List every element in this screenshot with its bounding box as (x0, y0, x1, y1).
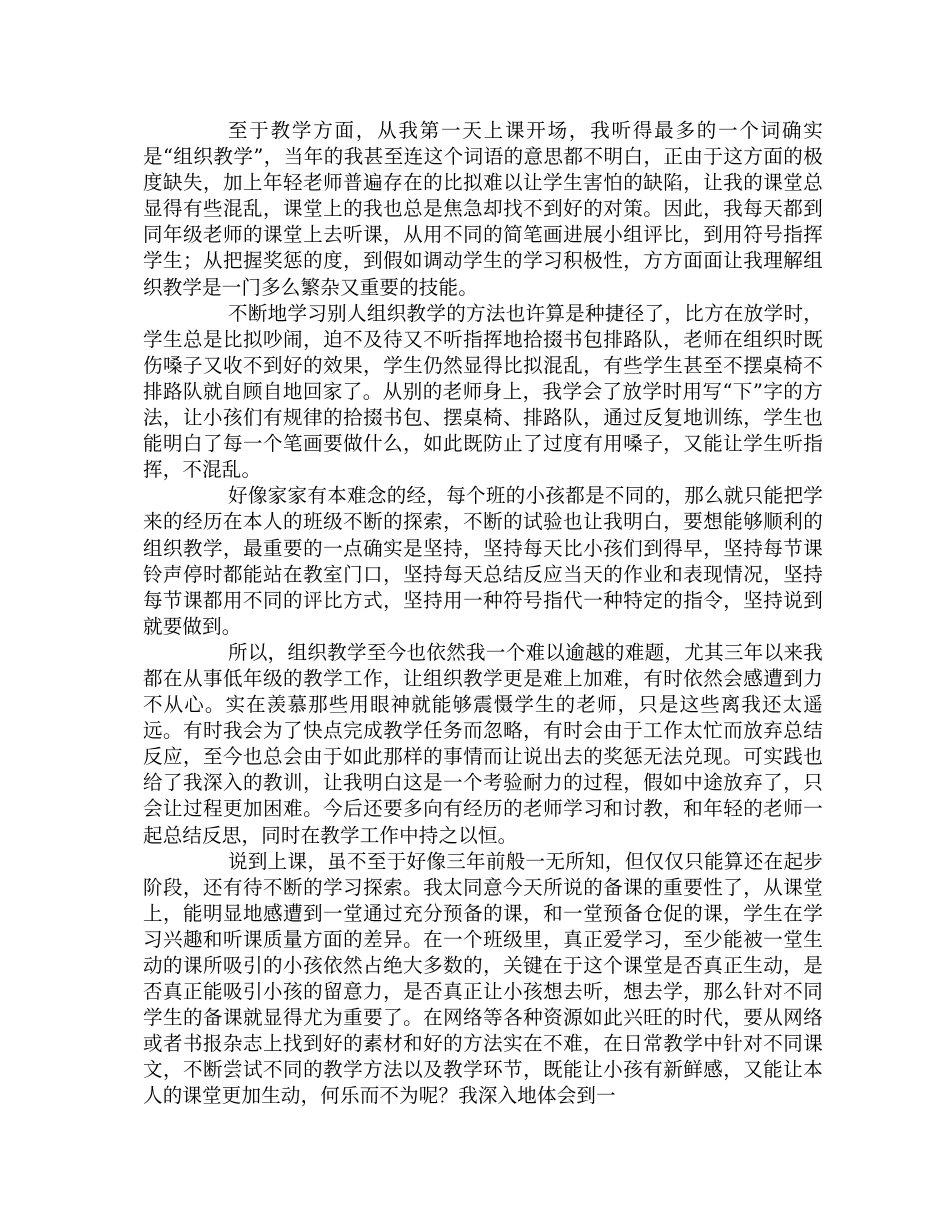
paragraph-3: 好像家家有本难念的经，每个班的小孩都是不同的，那么就只能把学来的经历在本人的班级不断的探索，不断的试验也让我明白，要想能够顺利的组织教学，最重要的一点确实是坚持，坚持每天比小孩们到得早，坚持每节课铃声停时都能站在教室门口，坚持每天总结反应当天的作业和表现情况，坚持每节课都用不同的评比方式，坚持用一种符号指代一种特定的指令，坚持说到就要做到。 (143, 484, 823, 638)
paragraph-2: 不断地学习别人组织教学的方法也许算是种捷径了，比方在放学时，学生总是比拟吵闹，迫不及待又不听指挥地拾掇书包排路队，老师在组织时既伤嗓子又收不到好的效果，学生仍然显得比拟混乱，有些学生甚至不摆桌椅不排路队就自顾自地回家了。从别的老师身上，我学会了放学时用写“下”字的方法，让小孩们有规律的拾掇书包、摆桌椅、排路队，通过反复地训练，学生也能明白了每一个笔画要做什么，如此既防止了过度有用嗓子，又能让学生听指挥，不混乱。 (143, 301, 823, 482)
paragraph-4: 所以，组织教学至今也依然我一个难以逾越的难题，尤其三年以来我都在从事低年级的教学工作，让组织教学更是难上加难，有时依然会感遭到力不从心。实在羡慕那些用眼神就能够震慑学生的老师，只是这些离我还太遥远。有时我会为了快点完成教学任务而忽略，有时会由于工作太忙而放弃总结反应，至今也总会由于如此那样的事情而让说出去的奖惩无法兑现。可实践也给了我深入的教训，让我明白这是一个考验耐力的过程，假如中途放弃了，只会让过程更加困难。今后还要多向有经历的老师学习和讨教，和年轻的老师一起总结反思，同时在教学工作中持之以恒。 (143, 640, 823, 847)
paragraph-5: 说到上课，虽不至于好像三年前般一无所知，但仅仅只能算还在起步阶段，还有待不断的学习探索。我太同意今天所说的备课的重要性了，从课堂上，能明显地感遭到一堂通过充分预备的课，和一堂预备仓促的课，学生在学习兴趣和听课质量方面的差异。在一个班级里，真正爱学习，至少能被一堂生动的课所吸引的小孩依然占绝大多数的，关键在于这个课堂是否真正生动，是否真正能吸引小孩的留意力，是否真正让小孩想去听，想去学，那么针对不同学生的备课就显得尤为重要了。在网络等各种资源如此兴旺的时代，要从网络或者书报杂志上找到好的素材和好的方法实在不难，在日常教学中针对不同课文，不断尝试不同的教学方法以及教学环节，既能让小孩有新鲜感，又能让本人的课堂更加生动，何乐而不为呢？我深入地体会到一 (143, 849, 823, 1108)
document-page (143, 118, 823, 1110)
paragraph-1: 至于教学方面，从我第一天上课开场，我听得最多的一个词确实是“组织教学”，当年的我甚至连这个词语的意思都不明白，正由于这方面的极度缺失，加上年轻老师普遍存在的比拟难以让学生害怕的缺陷，让我的课堂总显得有些混乱，课堂上的我也总是焦急却找不到好的对策。因此，我每天都到同年级老师的课堂上去听课，从用不同的简笔画进展小组评比，到用符号指挥学生；从把握奖惩的度，到假如调动学生的学习积极性，方方面面让我理解组织教学是一门多么繁杂又重要的技能。 (143, 119, 823, 299)
